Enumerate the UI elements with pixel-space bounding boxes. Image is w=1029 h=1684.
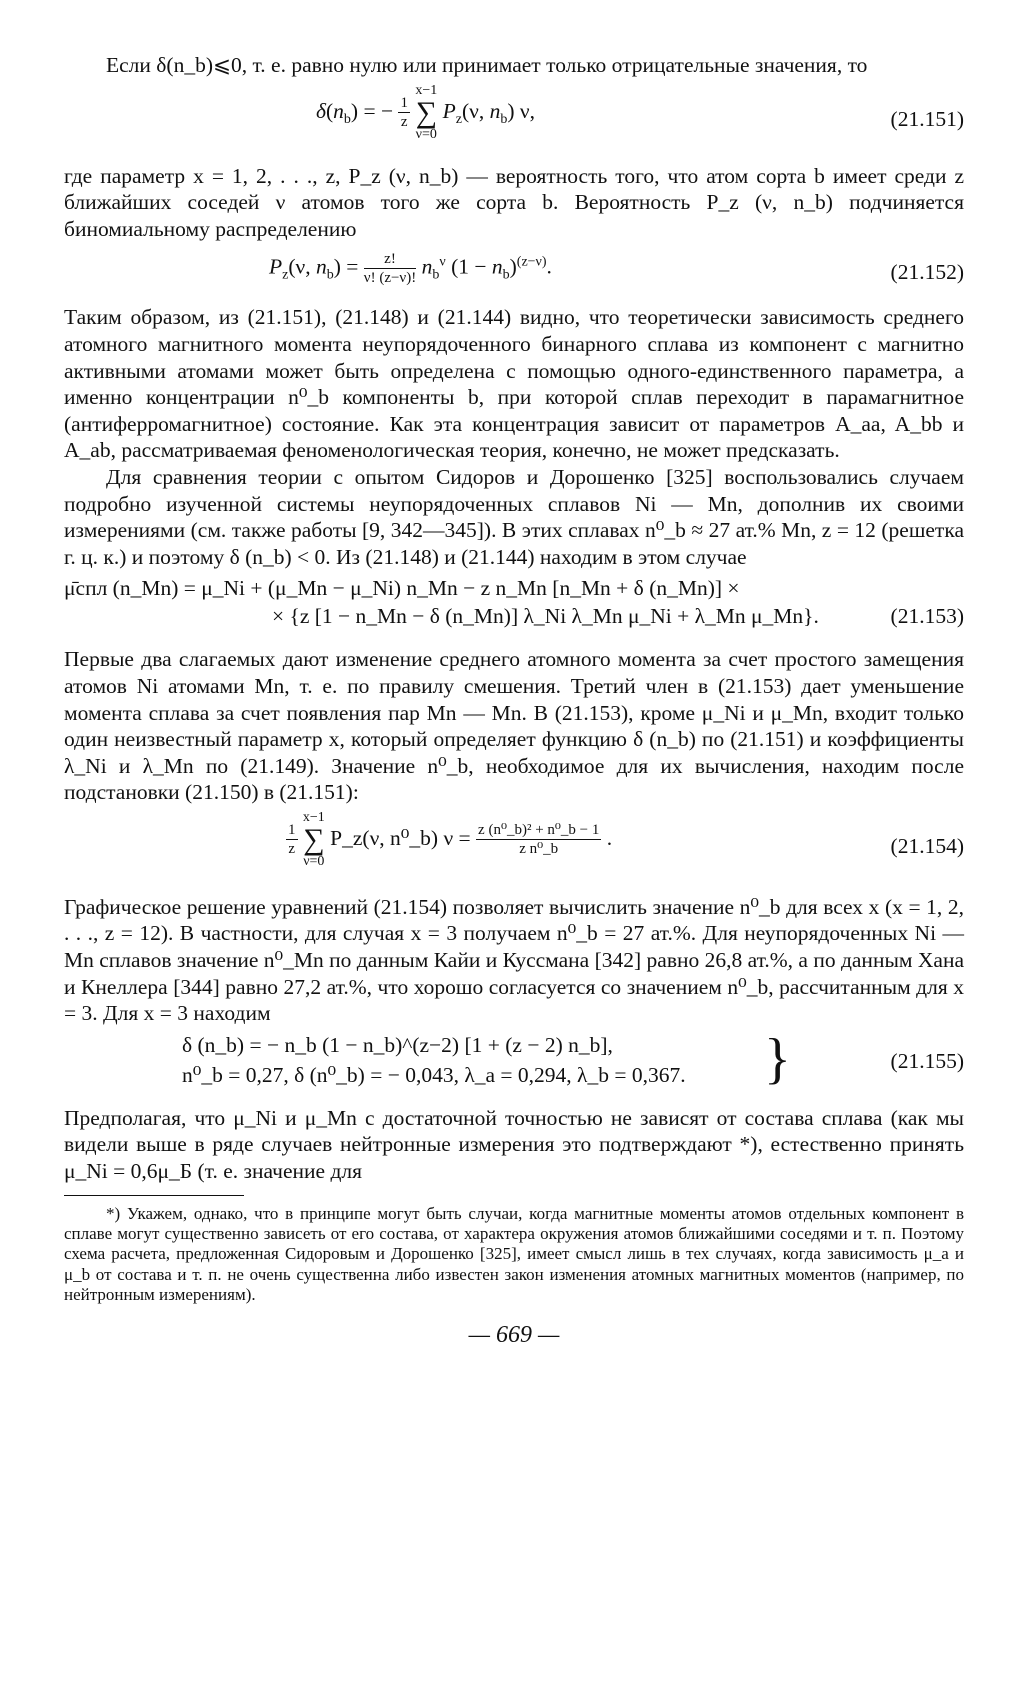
- paragraph-1: Если δ(n_b)⩽0, т. е. равно нулю или принимает только отрицательные значения, то: [106, 53, 868, 77]
- footnote-rule: [64, 1195, 244, 1196]
- equation-21-152: $P_z(\nu$, $n_b$) = $\frac{z!}{\nu! (z-\nu)!}$ $n_b^\nu$ $(1 - n_b)^{(z-\nu)}$. (21.152): [269, 251, 964, 287]
- paragraph-2: где параметр x = 1, 2, . . ., z, P_z (ν, n_b) — вероятность того, что атом сорта b имеет среди z ближайших соседей ν атомов того же сорта b. Вероятность P_z (ν, n_b) подчиняется биномиальному распределению: [64, 163, 964, 241]
- equation-number: (21.154): [890, 833, 964, 858]
- paragraph-6: Графическое решение уравнений (21.154) позволяет вычислить значение n⁰_b для всех x (x = 1, 2, . . ., z = 12). В частности, для случая x = 3 получаем n⁰_b = 27 ат.%. Для неупорядоченных Ni — Mn сплавов значение n⁰_Mn по данным Кайи и Куссмана [342] равно 26,8 ат.%, а по данным Хана и Кнеллера [344] равно 27,2 ат.%, что хорошо согласуется со значением n⁰_b, рассчитанным для x = 3. Для x = 3 находим: [64, 894, 964, 1026]
- paragraph-3: Таким образом, из (21.151), (21.148) и (21.144) видно, что теоретически зависимость среднего атомного магнитного момента неупорядоченного бинарного сплава из компонент с магнитно активными атомами может быть определена с помощью одного-единственного параметра, а именно концентрации n⁰_b компоненты b, при которой сплав переходит в парамагнитное (антиферромагнитное) состояние. Как эта концентрация зависит от параметров A_aa, A_bb и A_ab, рассматриваемая феноменологическая теория, конечно, не может предсказать.: [64, 305, 964, 463]
- equation-number: (21.155): [890, 1048, 964, 1073]
- paragraph-4: Для сравнения теории с опытом Сидоров и Дорошенко [325] воспользовались случаем подробно изученной системы неупорядоченных сплавов Ni — Mn, дополнив их своими измерениями (см. также работы [9, 342—345]). В этих сплавах n⁰_b ≈ 27 ат.% Mn, z = 12 (решетка г. ц. к.) и поэтому δ (n_b) < 0. Из (21.148) и (21.144) находим в этом случае: [64, 464, 964, 569]
- equation-number: (21.151): [890, 106, 964, 131]
- footnote: *) Укажем, однако, что в принципе могут быть случаи, когда магнитные моменты атомов отдельных компонент в сплаве могут существенно зависеть от его состава, от характера окружения атомов ближайшими соседями и т. п. Поэтому схема расчета, предложенная Сидоровым и Дорошенко [325], имеет смысл лишь в тех случаях, когда зависимость μ_a и μ_b от состава и т. п. не очень существенна либо известен закон изменения атомных магнитных моментов (например, по нейтронным измерениям).: [64, 1203, 964, 1305]
- equation-number: (21.153): [890, 604, 964, 629]
- equation-21-153: μ̄спл (n_Mn) = μ_Ni + (μ_Mn − μ_Ni) n_Mn − z n_Mn [n_Mn + δ (n_Mn)] × × {z [1 − n_Mn − δ (n_Mn)] λ_Ni λ_Mn μ_Ni + λ_Mn μ_Mn}. (21.153): [64, 576, 964, 629]
- page: [64, 0, 964, 1684]
- paragraph-7: Предполагая, что μ_Ni и μ_Mn с достаточной точностью не зависят от состава сплава (как мы видели выше в ряде случаев нейтронные измерения это подтверждают *), естественно принять μ_Ni = 0,6μ_Б (т. е. значение для: [64, 1105, 964, 1184]
- page-number: — 669 —: [468, 1321, 560, 1348]
- equation-number: (21.152): [890, 260, 964, 285]
- equation-21-154: $\frac{1}{z}$ x−1 ∑ ν=0 P_z(ν, n⁰_b) ν = $\frac{\text{z (n⁰\_b)² + n⁰\_b − 1}}{\text{z n⁰\_b}}$ . (21.154): [288, 809, 964, 869]
- equation-21-155: δ (n_b) = − n_b (1 − n_b)^(z−2) [1 + (z − 2) n_b], n⁰_b = 0,27, δ (n⁰_b) = − 0,043, λ_a = 0,294, λ_b = 0,367. } (21.155): [182, 1027, 964, 1090]
- paragraph-5: Первые два слагаемых дают изменение среднего атомного момента за счет простого замещения атомов Ni атомами Mn, т. е. по правилу смешения. Третий член в (21.153) дает уменьшение момента сплава за счет появления пар Mn — Mn. В (21.153), кроме μ_Ni и μ_Mn, входит только один неизвестный параметр x, который определяет функцию δ (n_b) по (21.151) и коэффициенты λ_Ni и λ_Mn по (21.149). Значение n⁰_b, необходимое для их вычисления, находим после подстановки (21.150) в (21.151):: [64, 647, 964, 805]
- equation-21-151: $\delta(n_b)$ = − $\frac{1}{z}$ x−1 ∑ ν=0 $P_z(\nu$, $n_b$) ν, (21.151): [316, 82, 964, 142]
